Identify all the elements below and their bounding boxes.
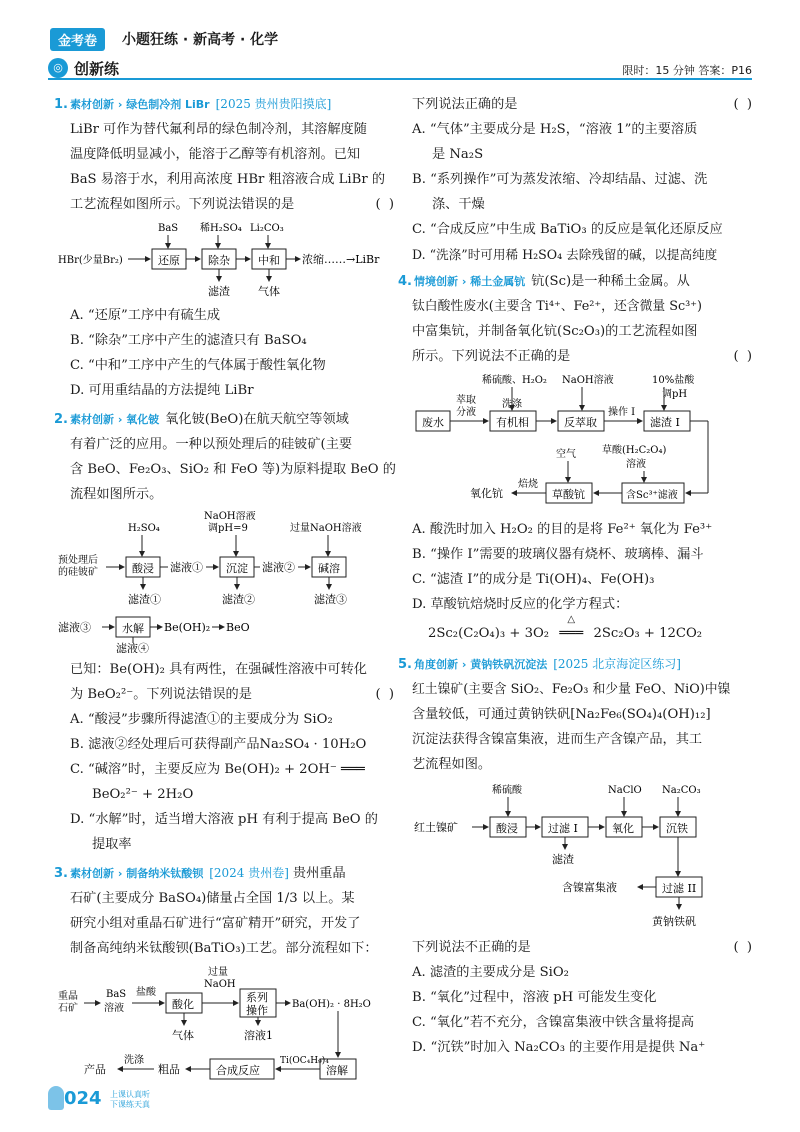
svg-text:滤渣③: 滤渣③ [314,593,347,606]
book-badge: 金考卷 [50,28,105,51]
option-a-cont: 是 Na₂S [432,147,484,162]
svg-text:溶液1: 溶液1 [244,1029,273,1042]
option-a: A. “还原”工序中有硫生成 [70,308,221,323]
svg-text:酸浸: 酸浸 [496,822,518,835]
option-d-cont: 提取率 [92,837,132,852]
svg-text:重晶: 重晶 [58,991,78,1002]
question-3-cont [412,92,754,267]
svg-text:NaOH溶液: NaOH溶液 [562,375,614,386]
svg-text:氧化钪: 氧化钪 [470,487,503,500]
option-c: C. “滤渣 I”的成分是 Ti(OH)₄、Fe(OH)₃ [412,572,655,587]
svg-text:系列: 系列 [246,991,268,1004]
svg-text:粗品: 粗品 [158,1063,180,1076]
question-source: [2024 贵州卷] [209,866,289,880]
svg-text:H₂SO₄: H₂SO₄ [128,523,160,534]
svg-text:滤渣: 滤渣 [208,285,230,298]
question-number: 4. [398,274,412,289]
option-d: D. “沉铁”时加入 Na₂CO₃ 的主要作用是提供 Na⁺ [412,1040,706,1055]
svg-text:溶液: 溶液 [104,1003,124,1014]
equation: 2Sc₂(C₂O₄)₃ + 3O₂ △ ═══ 2Sc₂O₃ + 12CO₂ [412,621,754,646]
heat-condition: △ [567,614,576,625]
svg-text:BaS: BaS [106,989,127,1000]
stem-line: 流程如图所示。 [70,487,163,502]
svg-text:调pH=9: 调pH=9 [208,523,248,534]
stem-line: 含量较低，可通过黄钠铁矾[Na₂Fe₆(SO₄)₄(OH)₁₂] [412,707,711,722]
option-b: B. “除杂”工序中产生的滤渣只有 BaSO₄ [70,333,307,348]
svg-text:10%盐酸: 10%盐酸 [652,375,695,386]
option-c: C. “碱溶”时，主要反应为 Be(OH)₂ + 2OH⁻ ═══ [70,762,365,777]
page-number: 024 [64,1088,102,1109]
stem-line: BaS 易溶于水，利用高浓度 HBr 粗溶液合成 LiBr 的 [70,172,386,187]
option-d: D. “水解”时，适当增大溶液 pH 有利于提高 BeO 的 [70,812,378,827]
svg-text:沉淀: 沉淀 [226,562,248,575]
svg-text:NaClO: NaClO [608,785,642,796]
svg-text:含镍富集液: 含镍富集液 [562,881,617,894]
page-motto: 上课认真听 下课练天真 [110,1090,150,1109]
answer-blank: ( ) [733,940,754,955]
svg-text:焙烧: 焙烧 [518,479,538,490]
option-d: D. 可用重结晶的方法提纯 LiBr [70,383,254,398]
svg-text:稀硫酸、H₂O₂: 稀硫酸、H₂O₂ [482,375,547,386]
svg-text:含Sc³⁺滤液: 含Sc³⁺滤液 [626,490,678,501]
svg-text:洗涤: 洗涤 [502,399,522,410]
mascot-icon [48,1086,64,1110]
svg-text:BaS: BaS [158,223,179,234]
flowchart-q3 [54,965,394,1087]
stem-line: 石矿(主要成分 BaSO₄)储量占全国 1/3 以上。某 [70,891,355,906]
option-b-cont: 涤、干燥 [432,197,485,212]
question-line: 下列说法不正确的是 ( ) [412,935,754,960]
svg-text:过量NaOH溶液: 过量NaOH溶液 [290,523,362,534]
stem-line: 研究小组对重晶石矿进行“富矿精开”研究，开发了 [70,916,361,931]
svg-text:盐酸: 盐酸 [136,987,156,998]
series-title: 小题狂练 · 新高考 · 化学 [122,32,279,48]
stem-line: 沉淀法获得含镍富集液，进而生产含镍产品，其工 [412,732,703,747]
svg-text:滤液③: 滤液③ [58,621,91,634]
svg-text:BeO: BeO [226,621,250,634]
stem-line: LiBr 可作为替代氟利昂的绿色制冷剂，其溶解度随 [70,122,367,137]
svg-text:除杂: 除杂 [208,254,230,267]
svg-text:滤液①: 滤液① [170,561,203,574]
svg-text:滤渣①: 滤渣① [128,593,161,606]
question-2 [54,407,396,857]
svg-text:黄钠铁矾: 黄钠铁矾 [652,915,696,928]
svg-text:滤液④: 滤液④ [116,642,149,653]
option-b: B. 滤液②经处理后可获得副产品Na₂SO₄ · 10H₂O [70,737,367,752]
answer-blank: ( ) [375,197,396,212]
svg-text:沉铁: 沉铁 [666,822,688,835]
left-column [54,92,396,1091]
svg-text:碱溶: 碱溶 [318,562,340,575]
stem-line: 有着广泛的应用。一种以预处理后的硅铍矿(主要 [70,437,353,452]
stem-line: 红土镍矿(主要含 SiO₂、Fe₂O₃ 和少量 FeO、NiO)中镍 [412,682,731,697]
option-a: A. “气体”主要成分是 H₂S，“溶液 1”的主要溶质 [412,122,698,137]
question-source: [2025 北京海淀区练习] [553,657,681,671]
svg-text:Be(OH)₂: Be(OH)₂ [164,621,211,634]
svg-text:石矿: 石矿 [58,1003,78,1014]
stem-line: 中富集钪，并制备氧化钪(Sc₂O₃)的工艺流程如图 [412,324,698,339]
page-footer [48,1086,168,1116]
option-a: A. 酸洗时加入 H₂O₂ 的目的是将 Fe²⁺ 氧化为 Fe³⁺ [412,522,713,537]
svg-text:废水: 废水 [422,416,444,429]
svg-text:水解: 水解 [122,622,144,635]
svg-text:有机相: 有机相 [496,416,529,429]
section-title: 创新练 [74,60,120,78]
question-tag: 情境创新 › 稀土金属钪 [414,275,526,288]
known-line: 为 BeO₂²⁻。下列说法错误的是 ( ) [54,682,396,707]
question-5 [398,652,754,1060]
option-c: C. “氧化”若不充分，含镍富集液中铁含量将提高 [412,1015,695,1030]
option-c-cont: BeO₂²⁻ + 2H₂O [92,787,194,802]
svg-text:过滤 II: 过滤 II [662,882,697,895]
flowchart-q4 [412,373,752,513]
question-number: 1. [54,97,68,112]
svg-text:溶液: 溶液 [626,459,646,470]
stem-line: 制备高纯纳米钛酸钡(BaTiO₃)工艺。部分流程如下： [70,941,378,956]
svg-text:溶解: 溶解 [326,1064,348,1077]
question-tag: 素材创新 › 绿色制冷剂 LiBr [70,98,210,111]
svg-text:的硅铍矿: 的硅铍矿 [58,567,98,578]
svg-text:Na₂CO₃: Na₂CO₃ [662,785,701,796]
svg-text:合成反应: 合成反应 [216,1064,260,1077]
top-header [50,26,750,50]
answer-blank: ( ) [375,687,396,702]
svg-text:调pH: 调pH [662,389,688,400]
stem-line: 工艺流程如图所示。下列说法错误的是 ( ) [54,192,396,217]
stem-lead: 贵州重晶 [292,866,346,881]
question-1 [54,92,396,403]
svg-text:反萃取: 反萃取 [564,416,597,429]
stem-line: 含 BeO、Fe₂O₃、SiO₂ 和 FeO 等)为原料提取 BeO 的 [70,462,396,477]
option-d: D. 草酸钪焙烧时反应的化学方程式： [412,597,629,612]
svg-text:滤渣 I: 滤渣 I [650,416,680,429]
svg-text:气体: 气体 [172,1029,194,1042]
answer-blank: ( ) [733,97,754,112]
svg-text:操作: 操作 [246,1004,268,1017]
svg-text:氧化: 氧化 [612,822,634,835]
stem-lead: 钪(Sc)是一种稀土金属。从 [531,274,690,289]
question-number: 2. [54,412,68,427]
svg-text:草酸(H₂C₂O₄): 草酸(H₂C₂O₄) [602,445,667,456]
svg-text:草酸钪: 草酸钪 [552,488,585,501]
option-b: B. “系列操作”可为蒸发浓缩、冷却结晶、过滤、洗 [412,172,708,187]
svg-text:稀硫酸: 稀硫酸 [492,785,522,796]
stem-line: 钛白酸性废水(主要含 Ti⁴⁺、Fe²⁺，还含微量 Sc³⁺) [412,299,703,314]
svg-text:操作 I: 操作 I [608,407,636,418]
option-d: D. “洗涤”时可用稀 H₂SO₄ 去除残留的碱，以提高纯度 [412,247,718,262]
option-c: C. “合成反应”中生成 BaTiO₃ 的反应是氧化还原反应 [412,222,723,237]
svg-text:产品: 产品 [84,1063,106,1076]
question-number: 3. [54,866,68,881]
svg-text:酸化: 酸化 [172,998,194,1011]
section-bar [48,58,752,80]
svg-text:酸浸: 酸浸 [132,562,154,575]
svg-text:滤渣②: 滤渣② [222,593,255,606]
svg-text:洗涤: 洗涤 [124,1055,144,1066]
svg-text:Ba(OH)₂ · 8H₂O: Ba(OH)₂ · 8H₂O [292,999,371,1010]
svg-text:滤液②: 滤液② [262,561,295,574]
svg-text:浓缩……→LiBr: 浓缩……→LiBr [302,253,380,266]
question-source: [2025 贵州贵阳摸底] [215,97,332,111]
svg-text:空气: 空气 [556,449,576,460]
svg-text:红土镍矿: 红土镍矿 [414,821,458,834]
feed: HBr(少量Br₂) [58,255,123,266]
stem-line: 温度降低明显减小，能溶于乙醇等有机溶剂。已知 [70,147,361,162]
question-3 [54,861,396,1087]
svg-text:Ti(OC₄H₉)₄: Ti(OC₄H₉)₄ [280,1056,329,1066]
svg-text:NaOH: NaOH [204,979,236,990]
svg-text:过量: 过量 [208,967,228,978]
flowchart-q2 [54,511,394,653]
svg-text:中和: 中和 [258,254,280,267]
question-tag: 角度创新 › 黄钠铁矾沉淀法 [414,658,548,671]
known-line: 已知：Be(OH)₂ 具有两性，在强碱性溶液中可转化 [70,662,367,677]
svg-text:Li₂CO₃: Li₂CO₃ [250,223,284,234]
section-icon: ◎ [48,58,68,78]
svg-text:还原: 还原 [158,254,180,267]
svg-text:过滤 I: 过滤 I [548,822,578,835]
option-b: B. “氧化”过程中，溶液 pH 可能发生变化 [412,990,657,1005]
flowchart-q1 [54,221,394,299]
option-b: B. “操作 I”需要的玻璃仪器有烧杯、玻璃棒、漏斗 [412,547,704,562]
section-info: 限时：15 分钟 答案：P16 [622,64,752,77]
stem-line: 艺流程如图。 [412,757,492,772]
option-c: C. “中和”工序中产生的气体属于酸性氧化物 [70,358,326,373]
question-line: 下列说法正确的是 ( ) [412,92,754,117]
svg-text:稀H₂SO₄: 稀H₂SO₄ [200,223,242,234]
answer-blank: ( ) [733,349,754,364]
svg-text:NaOH溶液: NaOH溶液 [204,511,256,522]
question-tag: 素材创新 › 制备纳米钛酸钡 [70,867,204,880]
question-4 [398,269,754,646]
svg-text:分液: 分液 [456,407,476,418]
svg-text:预处理后: 预处理后 [58,555,98,566]
svg-text:气体: 气体 [258,285,280,298]
svg-text:滤渣: 滤渣 [552,853,574,866]
option-a: A. “酸浸”步骤所得滤渣①的主要成分为 SiO₂ [70,712,333,727]
flowchart-q5 [412,781,752,931]
stem-line: 所示。下列说法不正确的是 ( ) [412,344,754,369]
svg-text:萃取: 萃取 [456,395,476,406]
question-tag: 素材创新 › 氧化铍 [70,413,160,426]
question-number: 5. [398,657,412,672]
stem-lead: 氧化铍(BeO)在航天航空等领域 [165,412,349,427]
option-a: A. 滤渣的主要成分是 SiO₂ [412,965,569,980]
right-column [398,92,754,1060]
